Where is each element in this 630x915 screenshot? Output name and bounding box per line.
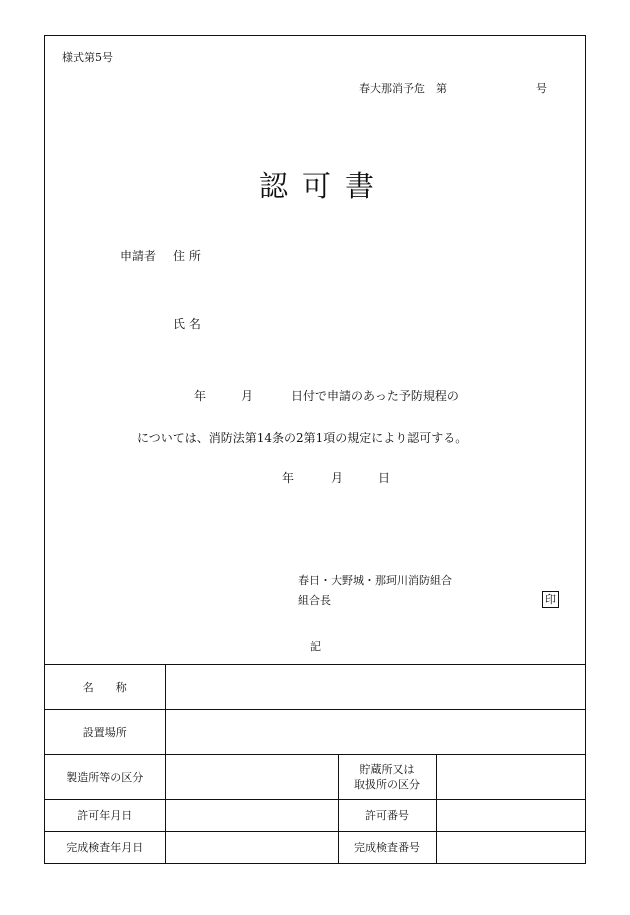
facility-category-value-cell: [165, 755, 338, 800]
table-row: [45, 832, 585, 864]
facility-info-table: [45, 664, 585, 864]
document-reference-prefix: 春大那消予危 第: [359, 82, 447, 95]
approval-month-label: 月: [331, 471, 344, 485]
inspection-date-value-cell: [165, 832, 338, 864]
table-row: [45, 710, 585, 755]
application-sentence: 日付で申請のあった予防規程の: [291, 389, 459, 403]
application-month-label: 月: [241, 389, 254, 403]
location-header-cell: 設置場所: [45, 710, 165, 755]
storage-category-value-cell: [436, 755, 585, 800]
issuer-organization: 春日・大野城・那珂川消防組合: [298, 574, 452, 587]
table-row: [45, 755, 585, 800]
application-year-label: 年: [194, 389, 207, 403]
table-row: [45, 800, 585, 832]
document-frame: [44, 35, 586, 864]
approval-day-label: 日: [378, 471, 391, 485]
form-number: 様式第5号: [62, 51, 113, 64]
document-reference-suffix: 号: [536, 82, 547, 95]
note-label: 記: [310, 640, 321, 653]
name-header-cell: 名 称: [45, 665, 165, 710]
storage-category-label-line2: 取扱所の区分: [354, 778, 420, 791]
inspection-number-header-cell: 完成検査番号: [338, 832, 436, 864]
applicant-label: 申請者: [120, 249, 157, 263]
issuer-title: 組合長: [298, 594, 331, 607]
storage-category-header-cell: [338, 755, 436, 800]
approval-year-label: 年: [282, 471, 295, 485]
facility-category-header-cell: 製造所等の区分: [45, 755, 165, 800]
table-row: [45, 665, 585, 710]
name-label: 氏 名: [173, 317, 201, 331]
inspection-date-header-cell: 完成検査年月日: [45, 832, 165, 864]
storage-category-label-line1: 貯蔵所又は: [359, 763, 415, 776]
inspection-number-value-cell: [436, 832, 585, 864]
approval-sentence: については、消防法第14条の2第1項の規定により認可する。: [137, 431, 468, 445]
document-title: 認可書: [259, 169, 389, 203]
name-value-cell: [165, 665, 585, 710]
address-label: 住 所: [173, 249, 201, 263]
permit-number-header-cell: 許可番号: [338, 800, 436, 832]
permit-date-value-cell: [165, 800, 338, 832]
permit-number-value-cell: [436, 800, 585, 832]
permit-date-header-cell: 許可年月日: [45, 800, 165, 832]
location-value-cell: [165, 710, 585, 755]
seal-mark: 印: [542, 591, 559, 608]
